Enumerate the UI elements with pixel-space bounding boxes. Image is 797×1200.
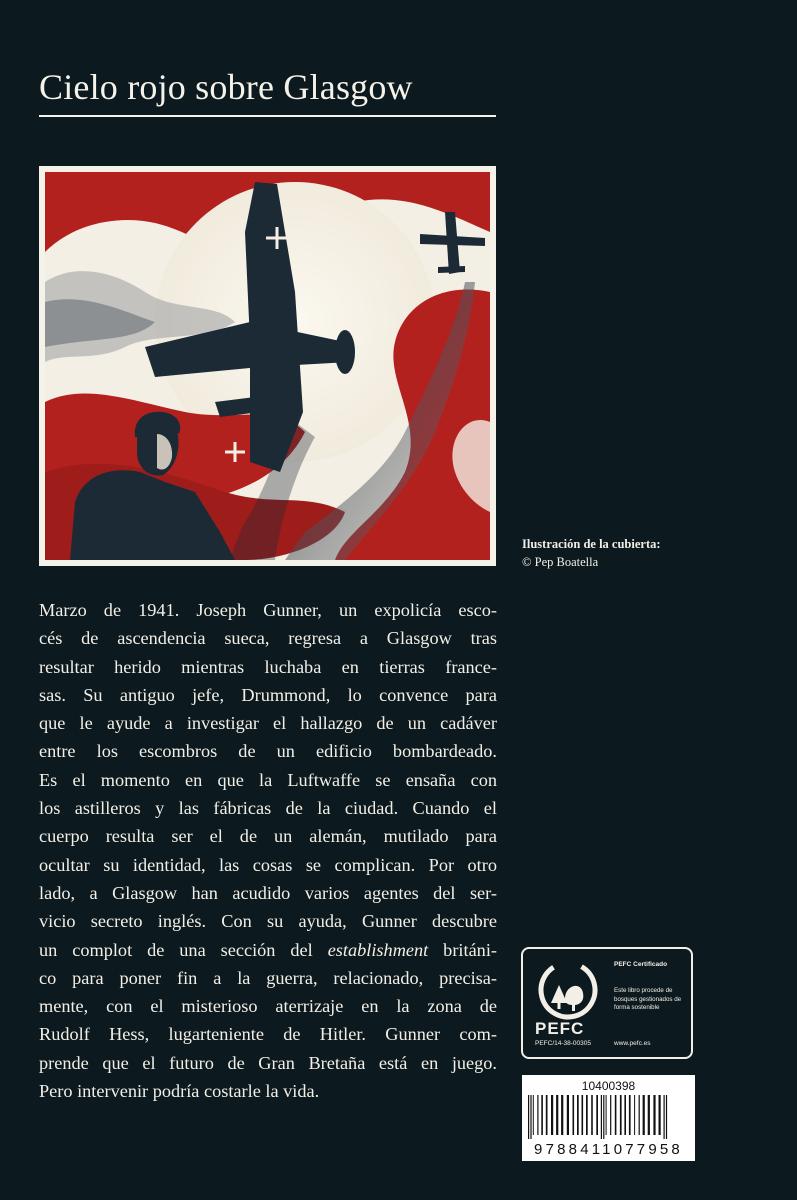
pefc-wordmark: PEFC xyxy=(535,1019,585,1038)
internal-number: 10400398 xyxy=(581,1079,636,1093)
pefc-certified-label: PEFC Certificado xyxy=(614,961,668,968)
barcode-bar xyxy=(659,1095,661,1135)
synopsis-line: cés de ascendencia sueca, regresa a Glasgow tras xyxy=(39,628,497,649)
barcode-bar xyxy=(648,1095,650,1135)
pefc-certification-box xyxy=(521,947,693,1059)
isbn-digits: 9788411077958 xyxy=(534,1141,683,1158)
barcode-bar xyxy=(601,1095,602,1139)
barcode-bar xyxy=(620,1095,622,1135)
illustration-credit xyxy=(522,535,661,571)
barcode-bar xyxy=(615,1095,617,1135)
synopsis-line: mente, con el misterioso aterrizaje en la zona de xyxy=(39,996,497,1017)
barcode-bar xyxy=(546,1095,548,1135)
synopsis-line: que le ayude a investigar el hallazgo de un cadáver xyxy=(39,713,497,734)
barcode-bar xyxy=(629,1095,631,1135)
synopsis-line: lado, a Glasgow han acudido varios agentes del ser- xyxy=(39,882,497,903)
synopsis-line: prende que el futuro de Gran Bretaña está en juego. xyxy=(39,1052,497,1073)
illustration-art xyxy=(45,172,490,560)
synopsis-line: los astilleros y las fábricas de la ciudad. Cuando el xyxy=(39,798,497,819)
synopsis-line: cuerpo resulta ser el de un alemán, mutilado para xyxy=(39,826,497,847)
barcode-bar xyxy=(653,1095,655,1135)
barcode-bar xyxy=(567,1095,569,1135)
barcode-bar xyxy=(577,1095,579,1135)
barcode-bar xyxy=(533,1095,534,1135)
synopsis-line: sas. Su antiguo jefe, Drummond, lo convence para xyxy=(39,684,497,705)
barcode-bar xyxy=(556,1095,558,1135)
barcode-bars xyxy=(526,1095,691,1139)
barcode-bar xyxy=(603,1095,604,1139)
credit-label: Ilustración de la cubierta: xyxy=(522,537,661,551)
cover-illustration xyxy=(39,166,496,566)
barcode-bar xyxy=(634,1095,635,1135)
synopsis-line: resultar herido mientras luchaba en tierras france- xyxy=(39,656,497,677)
barcode-bar xyxy=(561,1095,563,1135)
barcode-bar xyxy=(582,1095,584,1135)
synopsis-line: co para poner fin a la guerra, relacionado, precisa- xyxy=(39,967,497,988)
synopsis-line-end: británi- xyxy=(428,939,497,960)
isbn-barcode xyxy=(522,1075,695,1161)
synopsis-line: Es el momento en que la Luftwaffe se ensaña con xyxy=(39,769,497,790)
synopsis-line: Pero intervenir podría costarle la vida. xyxy=(39,1081,320,1102)
barcode-bar xyxy=(624,1095,626,1135)
barcode-bar xyxy=(643,1095,645,1135)
credit-artist: © Pep Boatella xyxy=(522,555,599,569)
synopsis-line: ocultar su identidad, las cosas se complican. Por otro xyxy=(39,854,497,875)
barcode-bar xyxy=(530,1095,531,1139)
synopsis xyxy=(39,596,497,1105)
pefc-tree-logo-icon xyxy=(537,959,599,1021)
barcode-bar xyxy=(666,1095,667,1139)
barcode-bar xyxy=(664,1095,665,1139)
synopsis-line: Rudolf Hess, lugarteniente de Hitler. Gunner com- xyxy=(39,1024,497,1045)
barcode-bar xyxy=(551,1095,553,1135)
barcode-bar xyxy=(606,1095,607,1135)
barcode-bar xyxy=(596,1095,598,1135)
synopsis-emph-word: establishment xyxy=(327,939,429,960)
barcode-bar xyxy=(541,1095,543,1135)
barcode-bar xyxy=(610,1095,611,1135)
synopsis-line-emph xyxy=(39,936,497,964)
synopsis-line: vicio secreto inglés. Con su ayuda, Gunner descubre xyxy=(39,911,497,932)
pefc-description: Este libro procede de bosques gestionados de forma sostenible xyxy=(614,987,682,1011)
synopsis-line: entre los escombros de un edificio bombardeado. xyxy=(39,741,497,762)
synopsis-line-start: un complot de una sección del xyxy=(39,939,328,960)
barcode-bar xyxy=(586,1095,588,1135)
barcode-bar xyxy=(573,1095,575,1135)
pefc-website: www.pefc.es xyxy=(614,1040,651,1047)
book-title: Cielo rojo sobre Glasgow xyxy=(39,67,413,107)
pefc-code: PEFC/14-38-00305 xyxy=(535,1040,592,1047)
barcode-bar xyxy=(591,1095,593,1135)
title-divider xyxy=(39,115,496,117)
barcode-bar xyxy=(528,1095,529,1139)
barcode-bar xyxy=(639,1095,640,1135)
barcode-bar xyxy=(537,1095,538,1135)
synopsis-line: Marzo de 1941. Joseph Gunner, un expolicía esco- xyxy=(39,600,497,620)
